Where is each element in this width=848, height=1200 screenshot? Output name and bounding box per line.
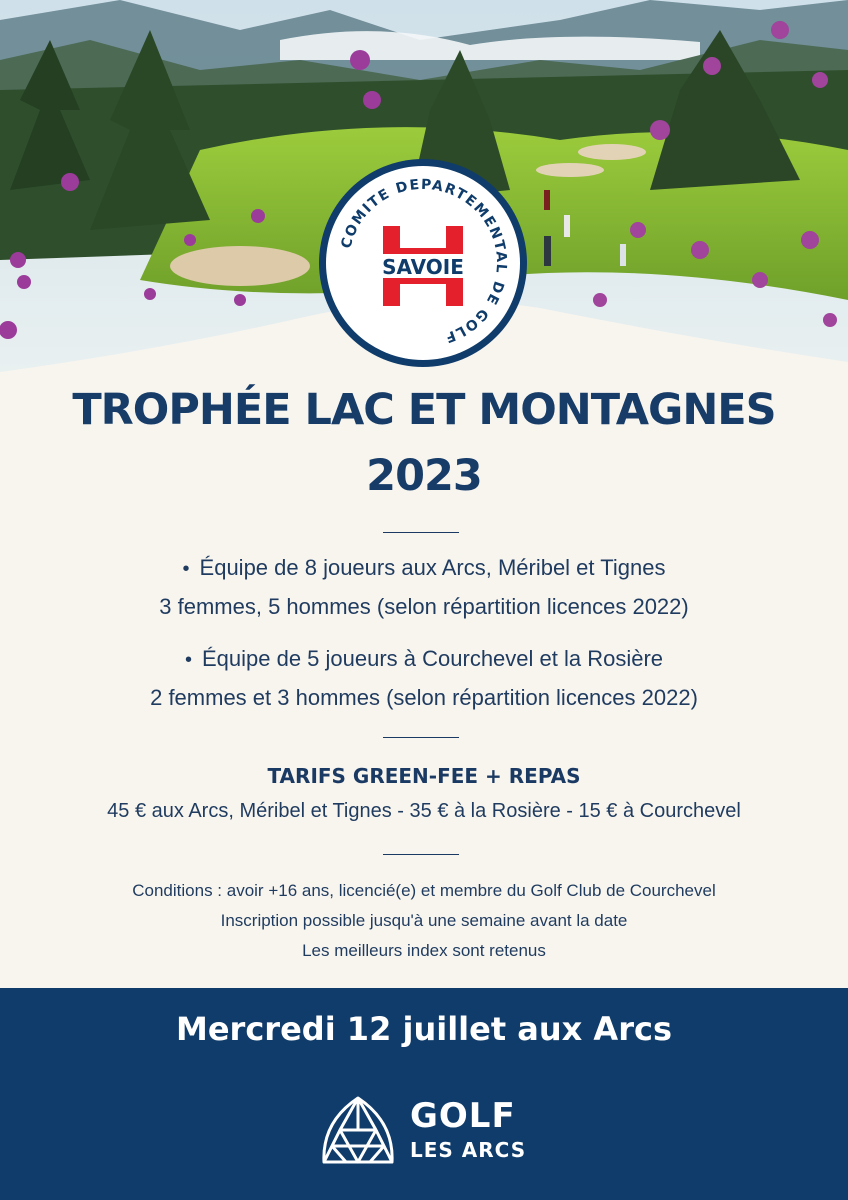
conditions-line-3: Les meilleurs index sont retenus (302, 941, 546, 960)
team-1-line-2: 3 femmes, 5 hommes (selon répartition licences 2022) (159, 594, 689, 619)
page-title (0, 384, 848, 502)
team-1-title: Équipe de 8 joueurs aux Arcs, Méribel et Tignes (199, 555, 666, 580)
bullet-icon: • (184, 649, 192, 671)
team-2-line-1 (0, 640, 848, 679)
logo-text-les-arcs: LES ARCS (410, 1138, 527, 1162)
tarifs-text: 45 € aux Arcs, Méribel et Tignes - 35 € à la Rosière - 15 € à Courchevel (107, 800, 741, 822)
divider-1 (383, 532, 459, 533)
badge-ring-text: COMITE DEPARTEMENTAL DE GOLF (338, 176, 510, 346)
team-1-line-1 (0, 549, 848, 588)
conditions-line-1: Conditions : avoir +16 ans, licencié(e) et membre du Golf Club de Courchevel (132, 881, 716, 900)
conditions-line-2: Inscription possible jusqu'à une semaine avant la date (220, 911, 628, 930)
golf-les-arcs-logo (318, 1092, 538, 1172)
title-year: 2023 (366, 451, 482, 501)
title-line-1: TROPHÉE LAC ET MONTAGNES (72, 385, 776, 435)
divider-3 (383, 854, 459, 855)
team-block-1 (0, 549, 848, 626)
team-2-title: Équipe de 5 joueurs à Courchevel et la Rosière (201, 646, 664, 671)
comite-savoie-badge (318, 158, 528, 368)
team-block-2 (0, 640, 848, 717)
tarifs-title: TARIFS GREEN-FEE + REPAS (267, 764, 581, 788)
bullet-icon: • (182, 558, 190, 580)
conditions-block (0, 876, 848, 966)
dome-icon (318, 1092, 398, 1168)
badge-center-text: SAVOIE (382, 255, 464, 279)
logo-text-golf: GOLF (410, 1096, 516, 1136)
divider-2 (383, 737, 459, 738)
footer-banner (0, 988, 848, 1200)
event-date: Mercredi 12 juillet aux Arcs (176, 1010, 672, 1048)
team-2-line-2: 2 femmes et 3 hommes (selon répartition licences 2022) (150, 685, 698, 710)
